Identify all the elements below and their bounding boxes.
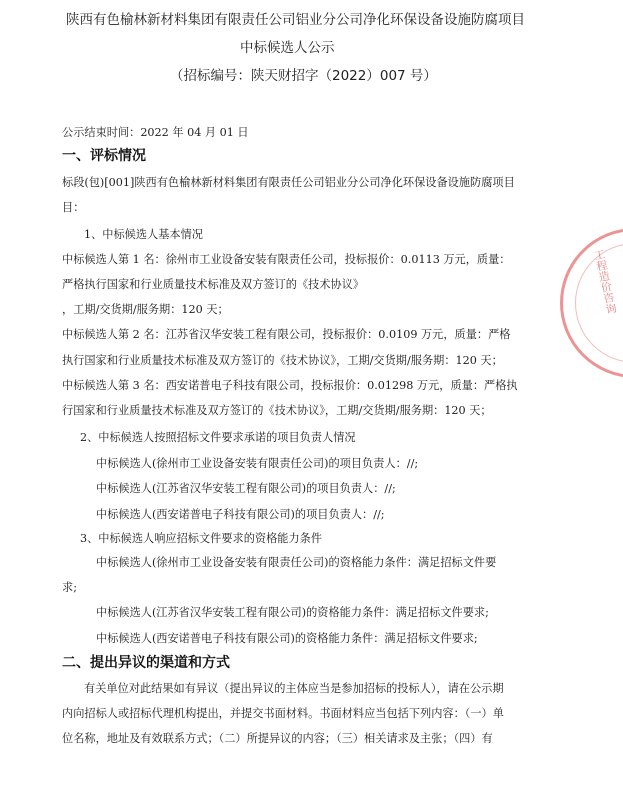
project-manager-1: 中标候选人(徐州市工业设备安装有限责任公司)的项目负责人：//; — [96, 457, 419, 470]
project-manager-3: 中标候选人(西安诺普电子科技有限公司)的项目负责人：//; — [96, 508, 385, 521]
candidate1-line1: 中标候选人第 1 名：徐州市工业设备安装有限责任公司，投标报价：0.0113 万元，质量： — [62, 253, 511, 266]
qualification-2: 中标候选人(江苏省汉华安装工程有限公司)的资格能力条件：满足招标文件要求; — [96, 606, 489, 619]
qualification-1-line1: 中标候选人(徐州市工业设备安装有限责任公司)的资格能力条件：满足招标文件要 — [96, 556, 497, 569]
objection-para-line1: 有关单位对此结果如有异议（提出异议的主体应当是参加招标的投标人），请在公示期 — [84, 682, 504, 695]
qualification-3: 中标候选人(西安诺普电子科技有限公司)的资格能力条件：满足招标文件要求; — [96, 632, 478, 645]
objection-para-line2: 内向招标人或招标代理机构提出，并提交书面材料。书面材料应当包括下列内容：（一）单 — [62, 707, 504, 720]
doc-title-line1: 陕西有色榆林新材料集团有限责任公司铝业分公司净化环保设备设施防腐项目 — [66, 12, 525, 28]
notice-end-time: 公示结束时间：2022 年 04 月 01 日 — [62, 126, 249, 139]
candidate3-line2: 行国家和行业质量技术标准及双方签订的《技术协议》，工期/交货期/服务期：120 天； — [62, 404, 492, 417]
section1-heading: 一、评标情况 — [62, 148, 146, 164]
subsection3-heading: 3、中标候选人响应招标文件要求的资格能力条件 — [80, 532, 323, 545]
objection-para-line3: 位名称，地址及有效联系方式；（二）所提异议的内容；（三）相关请求及主张；（四）有 — [62, 732, 493, 745]
candidate1-line2: 严格执行国家和行业质量技术标准及双方签订的《技术协议》 — [62, 278, 365, 291]
project-manager-2: 中标候选人(江苏省汉华安装工程有限公司)的项目负责人：//; — [96, 482, 396, 495]
section2-heading: 二、提出异议的渠道和方式 — [62, 655, 230, 671]
official-seal-text: 工程造价咨询 — [591, 247, 618, 316]
doc-title-line2: 中标候选人公示 — [240, 40, 335, 56]
candidate2-line1: 中标候选人第 2 名：江苏省汉华安装工程有限公司，投标报价：0.0109 万元，质量：严格 — [62, 328, 511, 341]
lot-line1: 标段(包)[001]陕西有色榆林新材料集团有限责任公司铝业分公司净化环保设备设施防腐项目 — [62, 176, 515, 189]
candidate1-line3: ，工期/交货期/服务期：120 天； — [62, 303, 229, 316]
subsection1-heading: 1、中标候选人基本情况 — [84, 228, 203, 241]
subsection2-heading: 2、中标候选人按照招标文件要求承诺的项目负责人情况 — [80, 431, 356, 444]
candidate3-line1: 中标候选人第 3 名：西安诺普电子科技有限公司，投标报价：0.01298 万元，质量：严格执 — [62, 379, 518, 392]
doc-title-line3: （招标编号：陕天财招字（2022）007 号） — [170, 68, 437, 84]
qualification-1-line2: 求; — [62, 581, 77, 594]
lot-line2: 目： — [62, 201, 85, 214]
candidate2-line2: 执行国家和行业质量技术标准及双方签订的《技术协议》，工期/交货期/服务期：120 天； — [62, 354, 503, 367]
